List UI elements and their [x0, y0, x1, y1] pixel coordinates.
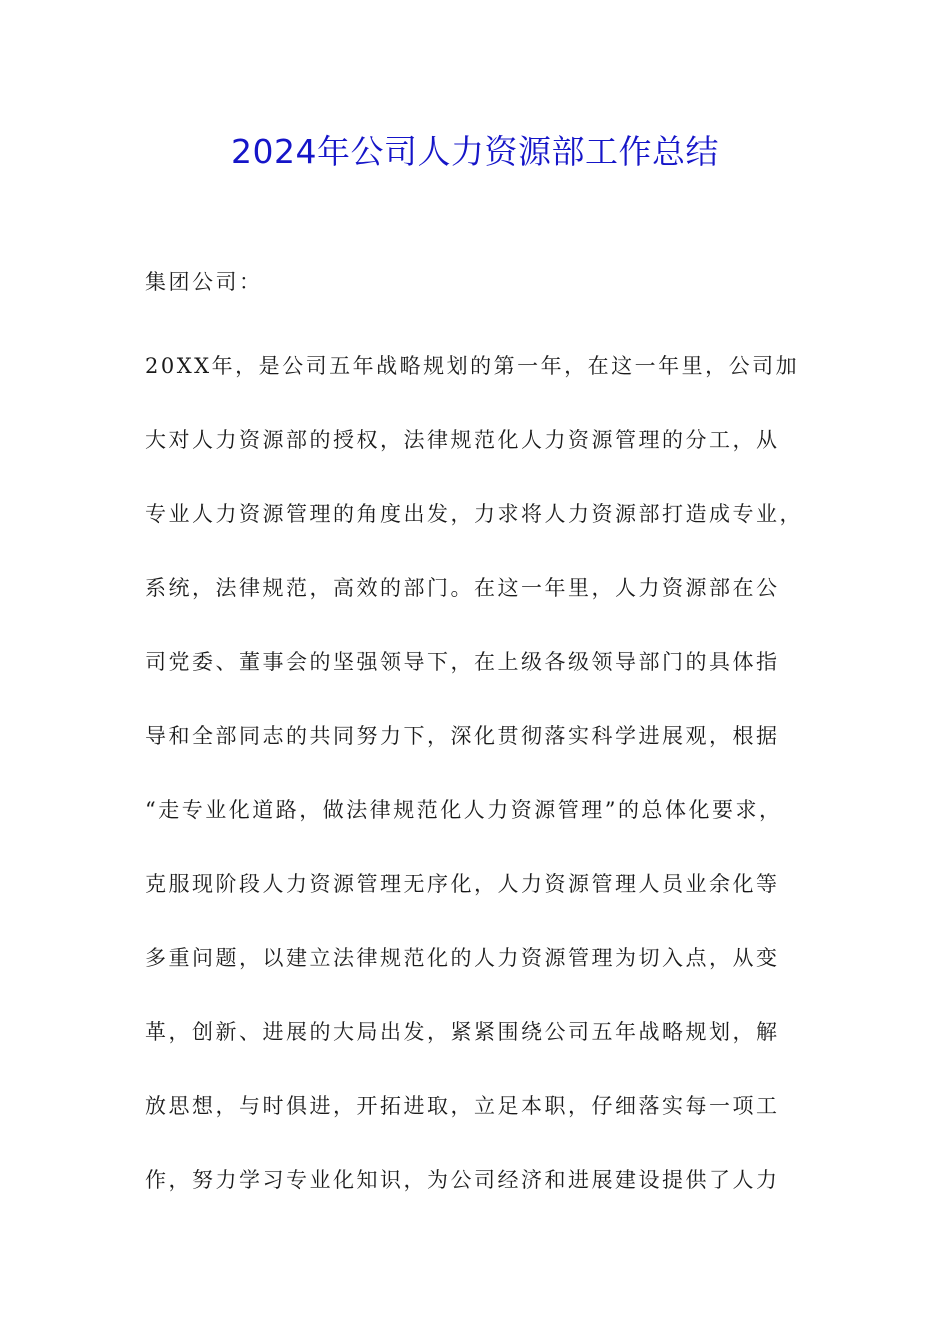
body-line: 司党委、董事会的坚强领导下，在上级各级领导部门的具体指	[145, 650, 780, 674]
body-line: 克服现阶段人力资源管理无序化，人力资源管理人员业余化等	[145, 872, 780, 896]
body-line: 20XX年，是公司五年战略规划的第一年，在这一年里，公司加	[145, 354, 800, 378]
body-line: 多重问题，以建立法律规范化的人力资源管理为切入点，从变	[145, 946, 780, 970]
document-body	[145, 235, 805, 1217]
body-line: 作，努力学习专业化知识，为公司经济和进展建设提供了人力	[145, 1168, 780, 1192]
body-line: 革，创新、进展的大局出发，紧紧围绕公司五年战略规划，解	[145, 1020, 780, 1044]
salutation: 集团公司：	[145, 270, 263, 294]
body-line: 专业人力资源管理的角度出发，力求将人力资源部打造成专业，	[145, 502, 803, 526]
document-title: 2024年公司人力资源部工作总结	[231, 132, 719, 171]
body-line: “走专业化道路，做法律规范化人力资源管理”的总体化要求，	[145, 798, 783, 822]
body-line: 大对人力资源部的授权，法律规范化人力资源管理的分工，从	[145, 428, 780, 452]
body-line: 导和全部同志的共同努力下，深化贯彻落实科学进展观，根据	[145, 724, 780, 748]
body-line: 系统，法律规范，高效的部门。在这一年里，人力资源部在公	[145, 576, 780, 600]
body-line: 放思想，与时俱进，开拓进取，立足本职，仔细落实每一项工	[145, 1094, 780, 1118]
